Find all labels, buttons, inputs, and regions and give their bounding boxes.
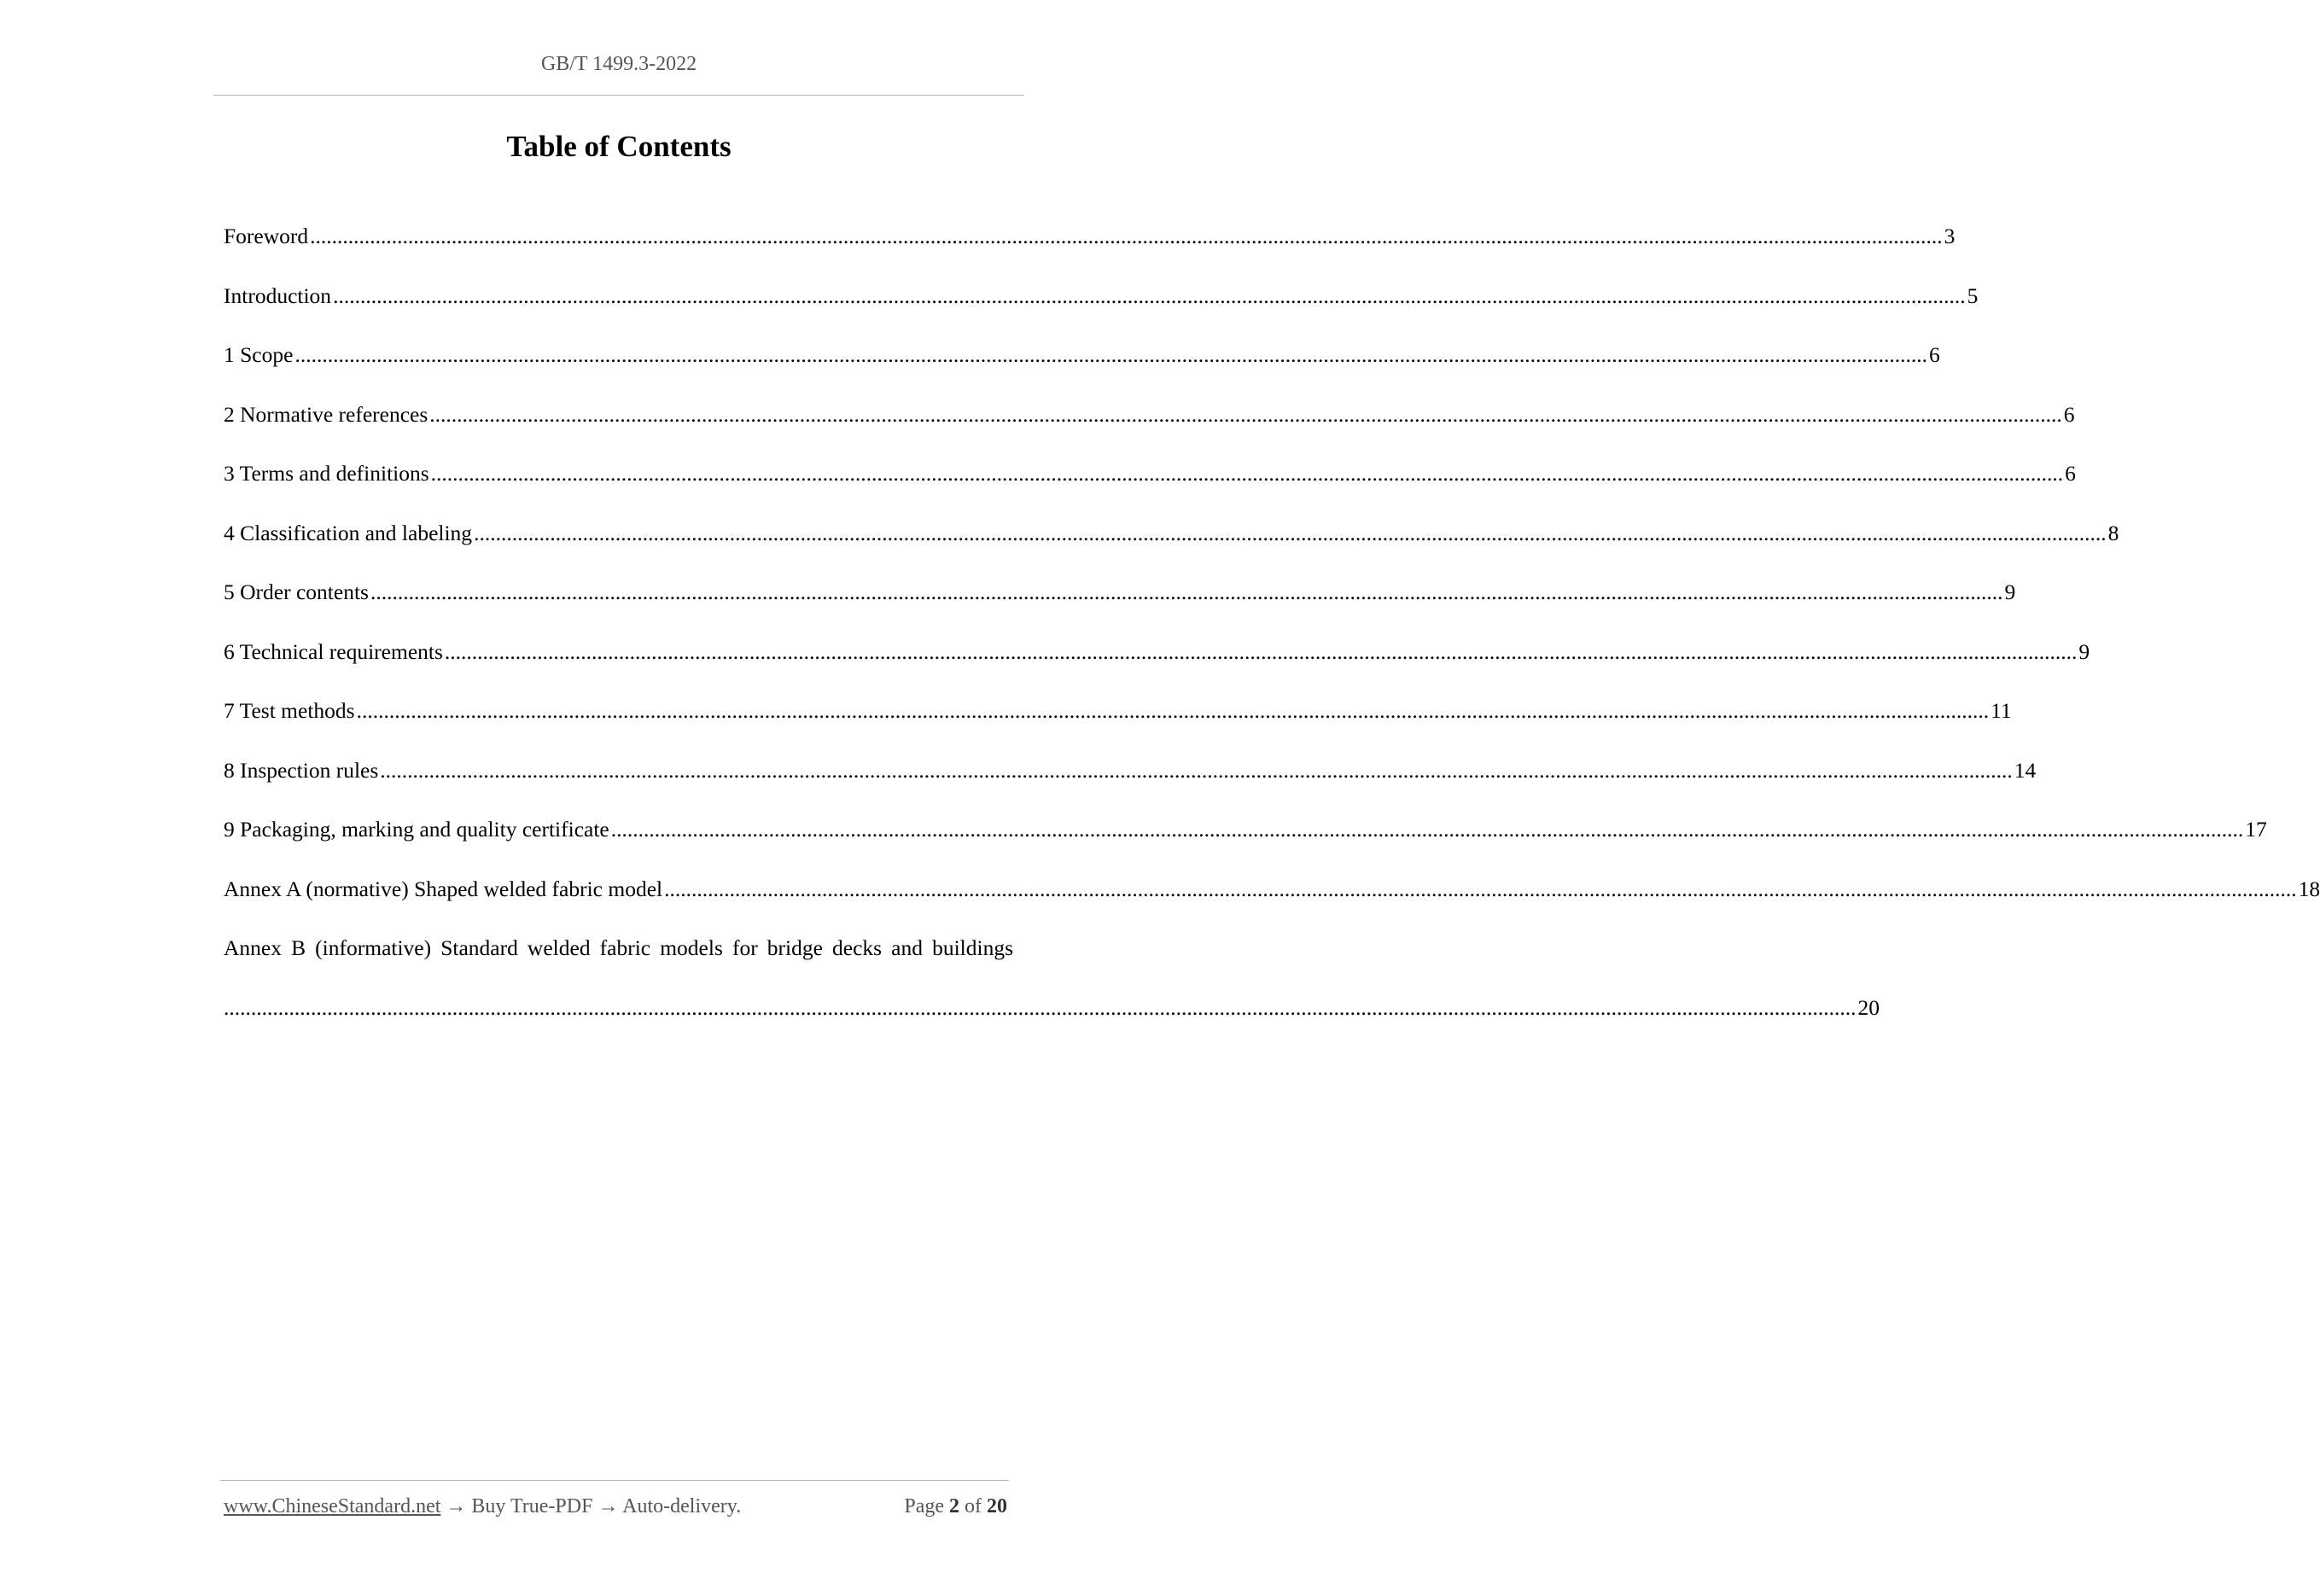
toc-entry-label: Foreword — [224, 224, 309, 248]
toc-entry-page: 9 — [2078, 638, 2090, 664]
toc-entry-annex-a[interactable] — [224, 876, 2320, 936]
footer-promo — [224, 1495, 741, 1518]
toc-entry-inspection-rules[interactable] — [224, 757, 2037, 818]
current-page-number: 2 — [949, 1495, 959, 1517]
toc-entry-page: 6 — [2063, 401, 2075, 427]
total-page-number: 20 — [987, 1495, 1007, 1517]
arrow-right-icon: → — [597, 1495, 619, 1517]
footer-divider — [220, 1480, 1009, 1481]
toc-leader-dots: ............................................................................................................................................................................................................................................................................................................ — [444, 638, 2078, 664]
toc-entry-annex-b[interactable] — [224, 935, 1880, 1054]
toc-entry-page: 20 — [1857, 994, 1880, 1020]
toc-leader-dots: ............................................................................................................................................................................................................................................................................................................ — [430, 461, 2064, 486]
toc-entry-page: 18 — [2298, 876, 2320, 901]
header-divider — [213, 95, 1024, 96]
page-word: Page — [904, 1495, 944, 1517]
toc-entry-page: 3 — [1944, 224, 1956, 248]
toc-leader-dots: ............................................................................................................................................................................................................................................................................................................ — [370, 580, 2003, 604]
toc-entry-label: 4 Classification and labeling — [224, 520, 473, 545]
toc-entry-page: 6 — [2065, 461, 2076, 486]
page-title: Table of Contents — [506, 130, 732, 163]
toc-entry-label: Annex B (informative) Standard welded fabric models for bridge decks and buildings — [224, 935, 1013, 960]
toc-entry-normative-references[interactable] — [224, 401, 2075, 462]
toc-leader-dots: ............................................................................................................................................................................................................................................................................................................ — [356, 698, 1990, 723]
toc-leader-dots: ............................................................................................................................................................................................................................................................................................................ — [333, 283, 1966, 308]
toc-entry-label: 1 Scope — [224, 342, 294, 367]
toc-entry-test-methods[interactable] — [224, 698, 2012, 758]
toc-entry-page: 8 — [2107, 520, 2119, 545]
toc-entry-introduction[interactable] — [224, 283, 1979, 343]
arrow-right-icon: → — [446, 1495, 467, 1517]
toc-entry-label: 8 Inspection rules — [224, 757, 379, 783]
page-indicator — [904, 1495, 1007, 1518]
toc-entry-page: 6 — [1928, 342, 1940, 367]
toc-leader-dots: ............................................................................................................................................................................................................................................................................................................ — [294, 342, 1927, 367]
toc-leader-dots: ............................................................................................................................................................................................................................................................................................................ — [380, 757, 2013, 783]
toc-entry-label: 5 Order contents — [224, 580, 369, 604]
toc-entry-packaging-marking[interactable] — [224, 817, 2267, 877]
toc-entry-label: 3 Terms and definitions — [224, 461, 429, 486]
toc-entry-classification-labeling[interactable] — [224, 520, 2119, 580]
toc-entry-label: 9 Packaging, marking and quality certificate — [224, 817, 609, 842]
toc-entry-terms-definitions[interactable] — [224, 461, 2076, 521]
running-header: GB/T 1499.3-2022 — [540, 53, 697, 75]
toc-leader-dots: ............................................................................................................................................................................................................................................................................................................ — [224, 994, 1857, 1020]
toc-entry-scope[interactable] — [224, 342, 1940, 402]
toc-entry-page: 9 — [2004, 580, 2016, 604]
toc-entry-label: Annex A (normative) Shaped welded fabric model — [224, 876, 663, 901]
toc-entry-technical-requirements[interactable] — [224, 638, 2090, 699]
buy-pdf-text: Buy True-PDF — [471, 1495, 593, 1517]
toc-entry-page: 5 — [1967, 283, 1979, 308]
toc-leader-dots: ............................................................................................................................................................................................................................................................................................................ — [664, 876, 2297, 901]
of-word: of — [965, 1495, 982, 1517]
toc-entry-annex-b-line — [224, 935, 1013, 995]
toc-entry-page: 14 — [2014, 757, 2037, 783]
toc-leader-dots: ............................................................................................................................................................................................................................................................................................................ — [474, 520, 2107, 545]
toc-leader-dots: ............................................................................................................................................................................................................................................................................................................ — [429, 401, 2062, 427]
auto-delivery-text: Auto-delivery. — [622, 1495, 742, 1517]
toc-entry-label: 2 Normative references — [224, 401, 428, 427]
toc-entry-page: 11 — [1991, 698, 2012, 723]
toc-entry-annex-b-continuation — [224, 994, 1880, 1055]
table-of-contents — [224, 224, 2320, 1054]
toc-entry-order-contents[interactable] — [224, 580, 2016, 639]
site-link[interactable]: www.ChineseStandard.net — [224, 1495, 441, 1517]
toc-entry-label: 7 Test methods — [224, 698, 355, 723]
toc-leader-dots: ............................................................................................................................................................................................................................................................................................................ — [610, 817, 2244, 842]
toc-entry-label: Introduction — [224, 283, 332, 308]
toc-entry-label: 6 Technical requirements — [224, 638, 443, 664]
toc-entry-foreword[interactable] — [224, 224, 1956, 283]
toc-entry-page: 17 — [2245, 817, 2267, 842]
toc-leader-dots: ............................................................................................................................................................................................................................................................................................................ — [310, 224, 1943, 248]
